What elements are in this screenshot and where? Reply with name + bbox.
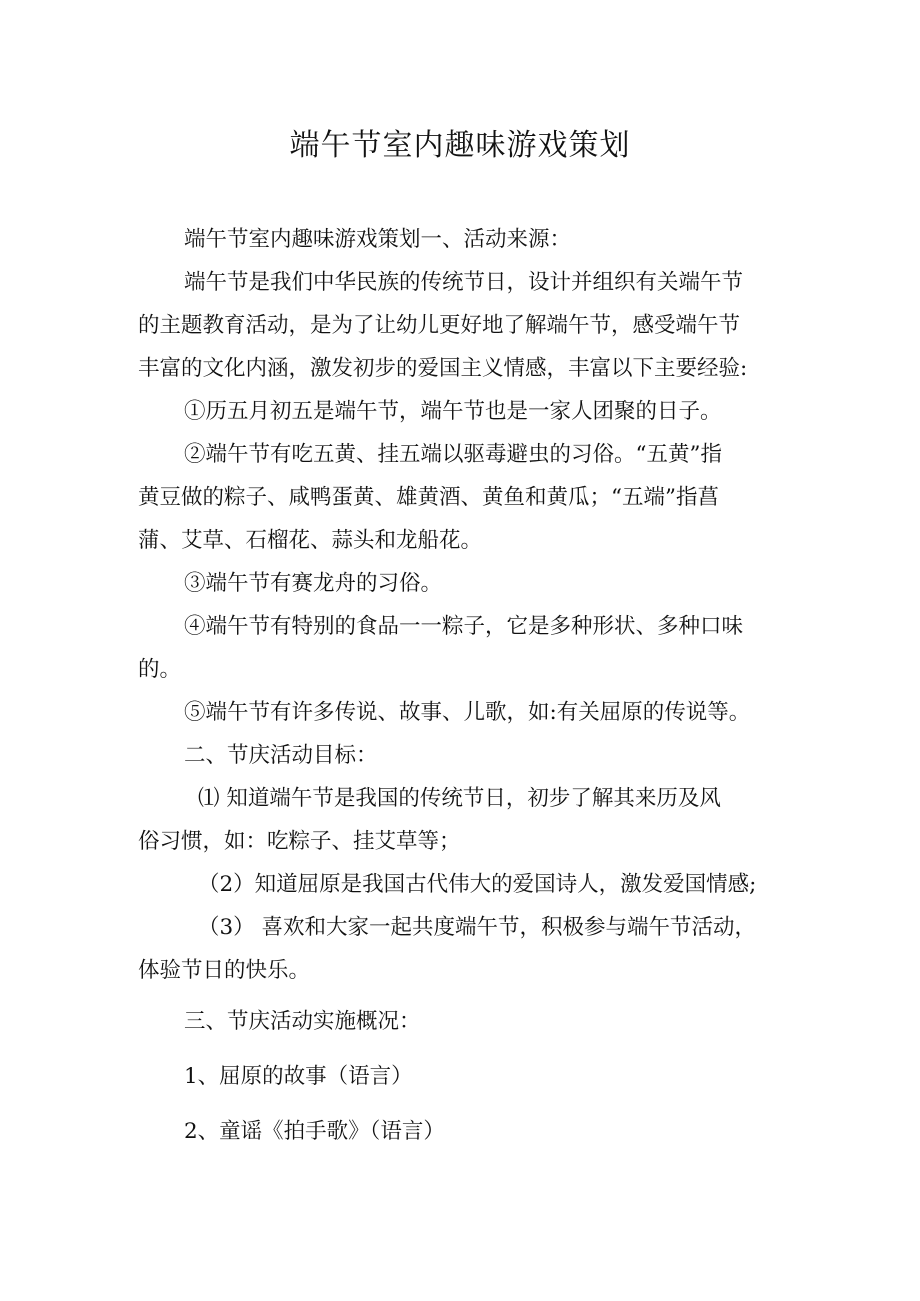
paragraph-line: ⑴ 知道端午节是我国的传统节日，初步了解其来历及风 <box>198 786 721 811</box>
paragraph-line: ①历五月初五是端午节，端午节也是一家人团聚的日子。 <box>184 399 722 424</box>
paragraph-line: ⑤端午节有许多传说、故事、儿歌，如:有关屈原的传说等。 <box>184 700 751 725</box>
paragraph-line: 丰富的文化内涵，激发初步的爱国主义情感，丰富以下主要经验: <box>138 356 748 381</box>
paragraph-line: 端午节是我们中华民族的传统节日，设计并组织有关端午节 <box>184 270 744 295</box>
paragraph-line: ②端午节有吃五黄、挂五端以驱毒避虫的习俗。“五黄”指 <box>184 442 722 467</box>
section-heading: 二、节庆活动目标： <box>184 743 378 768</box>
paragraph-line: （2）知道屈原是我国古代伟大的爱国诗人，激发爱国情感; <box>198 872 757 897</box>
document-body <box>138 218 788 1153</box>
paragraph-line: 蒲、艾草、石榴花、蒜头和龙船花。 <box>138 528 483 553</box>
paragraph-line: ③端午节有赛龙舟的习俗。 <box>184 571 443 596</box>
section-heading: 三、节庆活动实施概况： <box>184 1009 421 1034</box>
paragraph-line: 的主题教育活动，是为了让幼儿更好地了解端午节，感受端午节 <box>138 313 741 338</box>
list-item: 2、童谣《拍手歌》（语言） <box>184 1119 445 1144</box>
paragraph-line: 的。 <box>138 657 182 682</box>
paragraph-line: 黄豆做的粽子、咸鸭蛋黄、雄黄酒、黄鱼和黄瓜；“五端”指菖 <box>138 485 719 510</box>
paragraph-line: 端午节室内趣味游戏策划一、活动来源： <box>184 227 572 252</box>
paragraph-line: ④端午节有特别的食品一一粽子，它是多种形状、多种口味 <box>184 614 744 639</box>
list-item: 1、屈原的故事（语言） <box>184 1064 413 1089</box>
paragraph-line: 俗习惯，如：吃粽子、挂艾草等； <box>138 829 461 854</box>
paragraph-line: （3） 喜欢和大家一起共度端午节，积极参与端午节活动， <box>198 915 757 940</box>
document-title: 端午节室内趣味游戏策划 <box>289 128 631 163</box>
paragraph-line: 体验节日的快乐。 <box>138 958 311 983</box>
